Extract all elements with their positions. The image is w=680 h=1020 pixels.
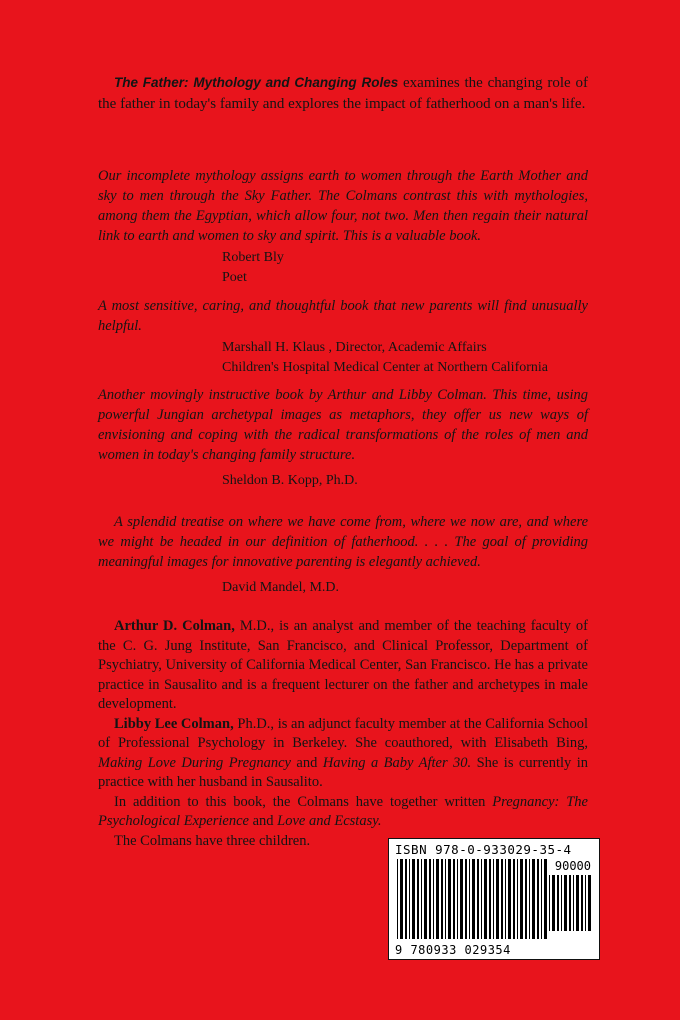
isbn-label: ISBN 978-0-933029-35-4	[395, 842, 572, 857]
author-bios	[98, 617, 588, 851]
barcode-bar	[400, 859, 403, 939]
quote-author-role: Children's Hospital Medical Center at Northern California	[222, 360, 548, 375]
barcode-bar	[424, 859, 427, 939]
quote-author: Robert Bly	[222, 250, 284, 265]
barcode-bar	[513, 859, 515, 939]
price-code: 90000	[554, 859, 591, 873]
barcode-bar	[517, 859, 518, 939]
barcode-bar	[564, 875, 567, 931]
author-name: Arthur D. Colman,	[114, 618, 235, 634]
author-name: Libby Lee Colman,	[114, 715, 234, 732]
barcode-bar	[520, 859, 523, 939]
barcode-bar	[508, 859, 511, 939]
quote-author: Marshall H. Klaus , Director, Academic Affairs	[222, 340, 487, 355]
barcode-bar	[505, 859, 506, 939]
barcode-bar	[537, 859, 539, 939]
price-barcode-bars	[549, 875, 591, 931]
ean-digits: 9 780933 029354	[395, 943, 511, 957]
barcode-bar	[493, 859, 494, 939]
barcode-bar	[405, 859, 407, 939]
barcode-bar	[541, 859, 542, 939]
quote-4	[98, 512, 588, 598]
bio-children: The Colmans have three children.	[114, 832, 311, 849]
barcode-bar	[421, 859, 422, 939]
barcode-bar	[457, 859, 458, 939]
quote-author-role: Poet	[222, 270, 247, 285]
bio-together: In addition to this book, the Colmans have together written Pregnancy: The Psychological Experience and Love and Ecstasy.	[98, 793, 588, 829]
book-reference: Love and Ecstasy.	[277, 813, 382, 829]
barcode-bar	[412, 859, 415, 939]
barcode-bar	[484, 859, 487, 939]
barcode-bar	[397, 859, 398, 939]
quote-1	[98, 166, 588, 288]
barcode-bar	[417, 859, 419, 939]
quote-text: A most sensitive, caring, and thoughtful book that new parents will find unusually helpful.	[98, 298, 588, 334]
barcode-bar	[433, 859, 434, 939]
barcode-bar	[529, 859, 530, 939]
barcode-bar	[460, 859, 463, 939]
barcode-bar	[585, 875, 586, 931]
barcode-bar	[544, 859, 547, 939]
bio-libby: Libby Lee Colman, Ph.D., is an adjunct faculty member at the California School of Professional Psychology in Berkeley. She coauthored, with Elisabeth Bing, Making Love During Pregnancy and Having a Baby After 30. She is currently in practice with her husband in Sausalito.	[98, 715, 588, 790]
barcode-bar	[441, 859, 443, 939]
barcode-bar	[496, 859, 499, 939]
barcode-bar	[409, 859, 410, 939]
barcode-bar	[472, 859, 475, 939]
quote-3	[98, 385, 588, 491]
barcode-bar	[481, 859, 482, 939]
quote-text: Our incomplete mythology assigns earth to women through the Earth Mother and sky to men through the Sky Father. The Colmans contrast this with mythologies, among them the Egyptian, which allow four, not two. Men then regain their natural link to earth and women to sky and spirit. This is a valuable book.	[98, 168, 588, 244]
barcode-bar	[429, 859, 431, 939]
isbn-barcode	[388, 838, 600, 960]
quote-text: A splendid treatise on where we have come from, where we now are, and where we might be headed in our definition of fatherhood. . . . The goal of providing meaningful images for innovative parenting is elegantly achieved.	[98, 514, 588, 570]
book-reference: Having a Baby After 30.	[322, 754, 472, 771]
barcode-bar	[477, 859, 479, 939]
book-title: The Father: Mythology and Changing Roles	[114, 75, 399, 90]
quote-author: David Mandel, M.D.	[222, 580, 340, 595]
barcode-bar	[453, 859, 455, 939]
barcode-bar	[573, 875, 574, 931]
book-reference: Pregnancy: The Psychological Experience	[98, 793, 588, 829]
barcode-bar	[549, 875, 550, 931]
barcode-bar	[557, 875, 559, 931]
intro-paragraph	[98, 72, 588, 115]
quote-author: Sheldon B. Kopp, Ph.D.	[222, 473, 358, 488]
barcode-bar	[588, 875, 591, 931]
quote-2	[98, 296, 588, 378]
barcode-bar	[561, 875, 562, 931]
book-reference: Making Love During Pregnancy	[98, 754, 291, 771]
barcode-bar	[489, 859, 491, 939]
barcode-bar	[569, 875, 571, 931]
barcode-bar	[532, 859, 535, 939]
barcode-bars	[397, 859, 547, 939]
barcode-bar	[525, 859, 527, 939]
barcode-bar	[436, 859, 439, 939]
barcode-bar	[501, 859, 503, 939]
quote-text: Another movingly instructive book by Arthur and Libby Colman. This time, using powerful Jungian archetypal images as metaphors, they offer us new ways of envisioning and coping with the radical transformations of the roles of men and women in today's changing family structure.	[98, 387, 588, 463]
barcode-bar	[445, 859, 446, 939]
intro-text: examines the changing role of the father in today's family and explores the impact of fatherhood on a man's life.	[98, 75, 588, 112]
bio-arthur: Arthur D. Colman, M.D., is an analyst and member of the teaching faculty of the C. G. Jung Institute, San Francisco, and Clinical Professor, Department of Psychiatry, University of California Medical Center, San Francisco. He has a private practice in Sausalito and is a frequent lecturer on the father and archetypes in male development.	[98, 618, 589, 712]
barcode-bar	[581, 875, 583, 931]
barcode-bar	[465, 859, 467, 939]
barcode-bar	[469, 859, 470, 939]
barcode-bar	[552, 875, 555, 931]
barcode-bar	[576, 875, 579, 931]
barcode-bar	[448, 859, 451, 939]
